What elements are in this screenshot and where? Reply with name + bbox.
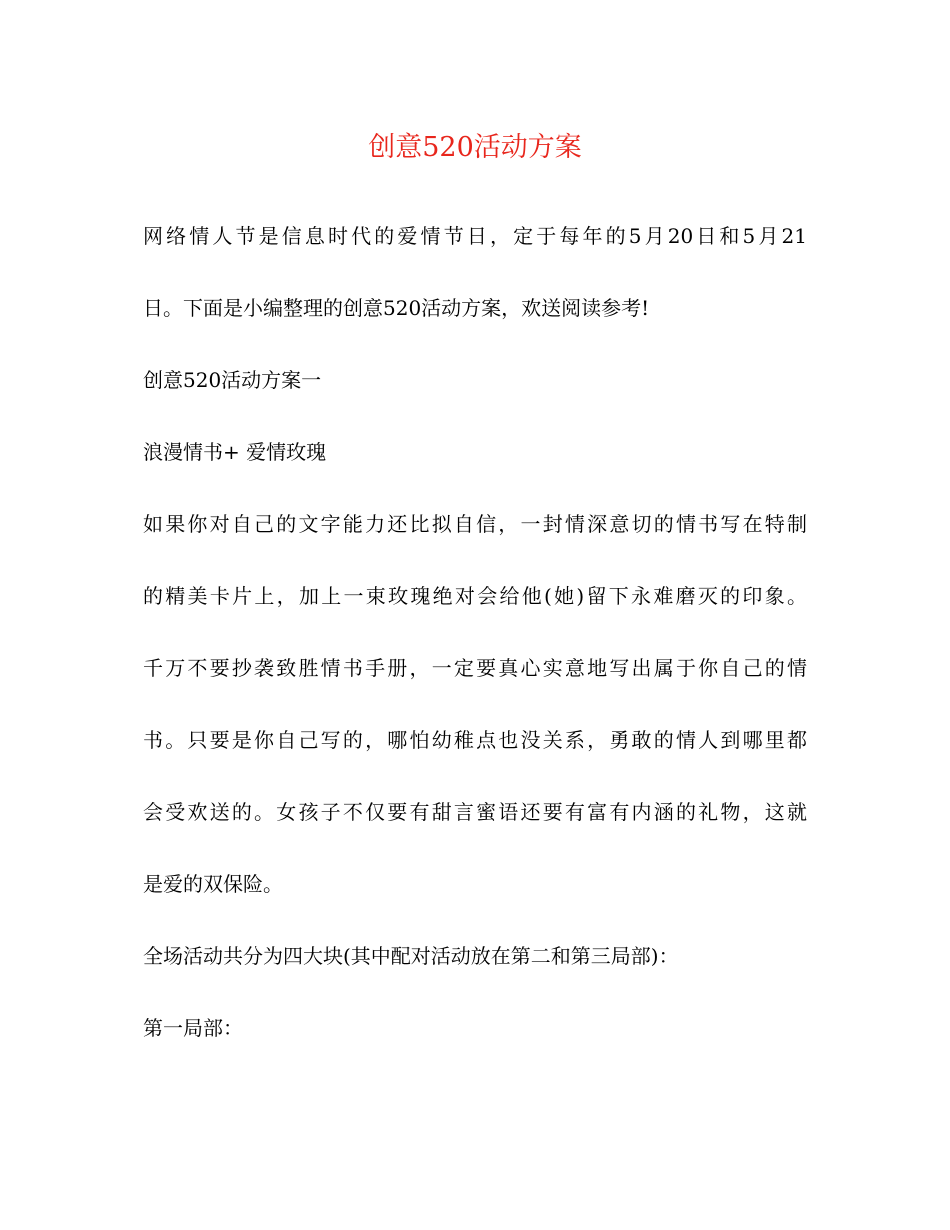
section-heading-part-one: 第一局部：: [143, 1016, 243, 1040]
body-line-2: 日。下面是小编整理的创意520活动方案，欢送阅读参考!: [143, 296, 650, 320]
document-body: [143, 218, 807, 1082]
body-line-11: 全场活动共分为四大块(其中配对活动放在第二和第三局部)：: [143, 944, 679, 968]
body-line-10: 是爱的双保险。: [143, 872, 283, 896]
body-line-6: 的精美卡片上，加上一束玫瑰绝对会给他(她)留下永难磨灭的印象。: [143, 584, 807, 608]
subheading-love-letter-rose: 浪漫情书+ 爱情玫瑰: [143, 440, 327, 464]
body-line-7: 千万不要抄袭致胜情书手册，一定要真心实意地写出属于你自己的情: [143, 656, 807, 680]
section-heading-plan-one: 创意520活动方案一: [143, 368, 322, 392]
document-title: 创意520活动方案: [368, 132, 582, 163]
body-line-5: 如果你对自己的文字能力还比拟自信，一封情深意切的情书写在特制: [143, 512, 807, 536]
body-line-1: 网络情人节是信息时代的爱情节日，定于每年的5月20日和5月21: [143, 224, 807, 248]
body-line-9: 会受欢送的。女孩子不仅要有甜言蜜语还要有富有内涵的礼物，这就: [143, 800, 807, 824]
body-line-8: 书。只要是你自己写的，哪怕幼稚点也没关系，勇敢的情人到哪里都: [143, 728, 807, 752]
